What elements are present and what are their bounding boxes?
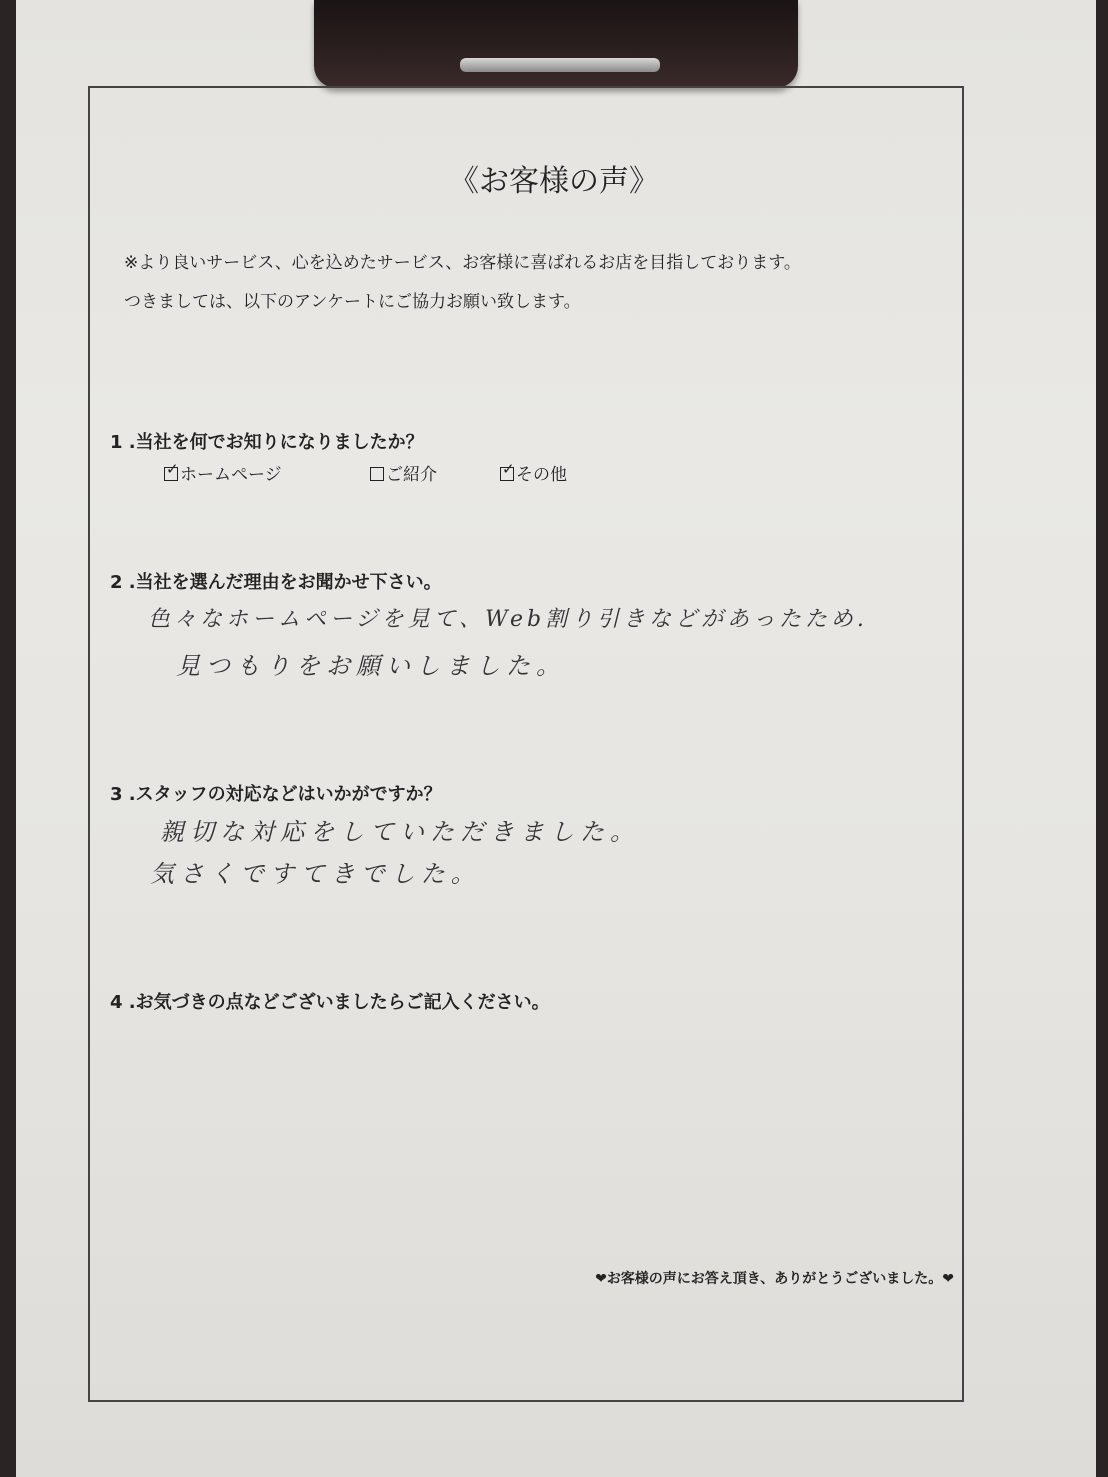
checkbox-homepage[interactable] (164, 460, 179, 481)
survey-border (88, 86, 964, 1402)
option-homepage-label: ホームページ (180, 465, 282, 485)
option-referral[interactable] (370, 460, 437, 485)
option-other[interactable] (500, 460, 567, 485)
option-referral-label: ご紹介 (386, 465, 437, 485)
question-1: 1 .当社を何でお知りになりましたか？ (110, 432, 424, 453)
question-3: 3 .スタッフの対応などはいかがですか？ (110, 784, 442, 805)
intro-line-1: ※より良いサービス、心を込めたサービス、お客様に喜ばれるお店を目指しております。 (124, 253, 801, 273)
survey-title: 《お客様の声》 (449, 164, 659, 199)
check-icon: ✓ (502, 460, 515, 478)
checkbox-other[interactable] (500, 460, 515, 481)
checkbox-referral[interactable] (370, 467, 384, 481)
answer-3-line-2: 気さくですてきでした。 (150, 860, 481, 888)
check-icon: ✓ (166, 460, 179, 478)
option-other-label: その他 (516, 465, 567, 485)
answer-2-line-2: 見つもりをお願いしました。 (176, 652, 566, 680)
question-4: 4 .お気づきの点などございましたらご記入ください。 (110, 992, 550, 1013)
footer-text: お客様の声にお答え頂き、ありがとうございました。 (606, 1271, 943, 1287)
footer-thanks (595, 1268, 954, 1288)
clipboard-clip (314, 0, 798, 88)
answer-2-line-1: 色々なホームページを見て、Web割り引きなどがあったため. (148, 607, 868, 632)
option-homepage[interactable] (164, 460, 282, 485)
answer-3-line-1: 親切な対応をしていただきました。 (160, 818, 640, 846)
heart-icon: ❤ (942, 1271, 954, 1287)
clipboard-clip-bar (460, 58, 660, 72)
heart-icon: ❤ (595, 1271, 607, 1287)
intro-line-2: つきましては、以下のアンケートにご協力お願い致します。 (124, 292, 581, 312)
question-2: 2 .当社を選んだ理由をお聞かせ下さい。 (110, 572, 442, 593)
